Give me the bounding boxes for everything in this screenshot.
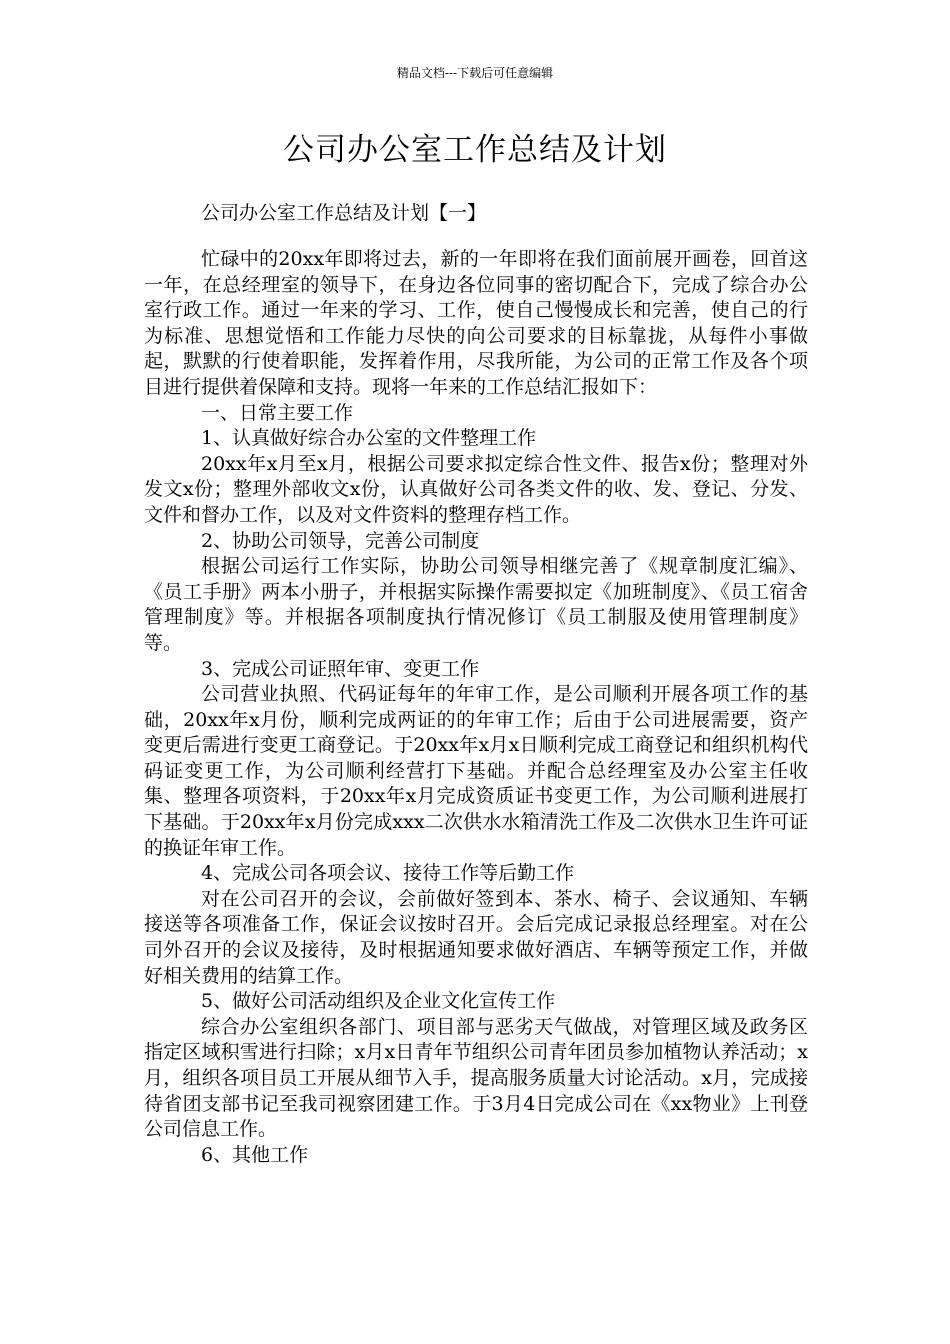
heading-item-1: 1、认真做好综合办公室的文件整理工作 [201,427,537,450]
heading-item-4: 4、完成公司各项会议、接待工作等后勤工作 [201,862,575,885]
paragraph-item-1: 20xx年x月至x月，根据公司要求拟定综合性文件、报告x份；整理对外发文x份；整理外部收文x份，认真做好公司各类文件的收、发、登记、分发、文件和督办工作，以及对文件资料的整理存档工作。 [144,452,808,526]
document-title: 公司办公室工作总结及计划 [283,132,667,168]
page-header-note: 精品文档---下载后可任意编辑 [396,66,554,80]
heading-item-3: 3、完成公司证照年审、变更工作 [201,657,480,680]
paragraph-item-5: 综合办公室组织各部门、项目部与恶劣天气做战，对管理区域及政务区指定区域积雪进行扫除；x月x日青年节组织公司青年团员参加植物认养活动；x月，组织各项目员工开展从细节入手，提高服务质量大讨论活动。x月，完成接待省团支部书记至我司视察团建工作。于3月4日完成公司在《xx物业》上刊登公司信息工作。 [144,1015,808,1141]
paragraph-item-4: 对在公司召开的会议，会前做好签到本、茶水、椅子、会议通知、车辆接送等各项准备工作，保证会议按时召开。会后完成记录报总经理室。对在公司外召开的会议及接待，及时根据通知要求做好酒店、车辆等预定工作，并做好相关费用的结算工作。 [144,887,808,987]
paragraph-item-2: 根据公司运行工作实际，协助公司领导相继完善了《规章制度汇编》、《员工手册》两本小册子，并根据实际操作需要拟定《加班制度》、《员工宿舍管理制度》等。并根据各项制度执行情况修订《员工制服及使用管理制度》等。 [144,555,808,654]
paragraph-item-3: 公司营业执照、代码证每年的年审工作，是公司顺利开展各项工作的基础，20xx年x月份，顺利完成两证的的年审工作；后由于公司进展需要，资产变更后需进行变更工商登记。于20xx年x月x日顺利完成工商登记和组织机构代码证变更工作，为公司顺利经营打下基础。并配合总经理室及办公室主任收集、整理各项资料，于20xx年x月完成资质证书变更工作，为公司顺利进展打下基础。于20xx年x月份完成xxx二次供水水箱清洗工作及二次供水卫生许可证的换证年审工作。 [144,683,808,859]
heading-daily-work: 一、日常主要工作 [201,401,354,424]
document-body [144,247,808,1168]
heading-item-6: 6、其他工作 [201,1143,309,1166]
heading-item-5: 5、做好公司活动组织及企业文化宣传工作 [201,990,556,1013]
paragraph-intro: 忙碌中的20xx年即将过去，新的一年即将在我们面前展开画卷，回首这一年，在总经理室的领导下，在身边各位同事的密切配合下，完成了综合办公室行政工作。通过一年来的学习、工作，使自己慢慢成长和完善，使自己的行为标准、思想觉悟和工作能力尽快的向公司要求的目标靠拢，从每件小事做起，默默的行使着职能，发挥着作用，尽我所能，为公司的正常工作及各个项目进行提供着保障和支持。现将一年来的工作总结汇报如下： [144,248,808,398]
heading-item-2: 2、协助公司领导，完善公司制度 [201,529,480,552]
section-subtitle: 公司办公室工作总结及计划【一】 [201,202,487,224]
